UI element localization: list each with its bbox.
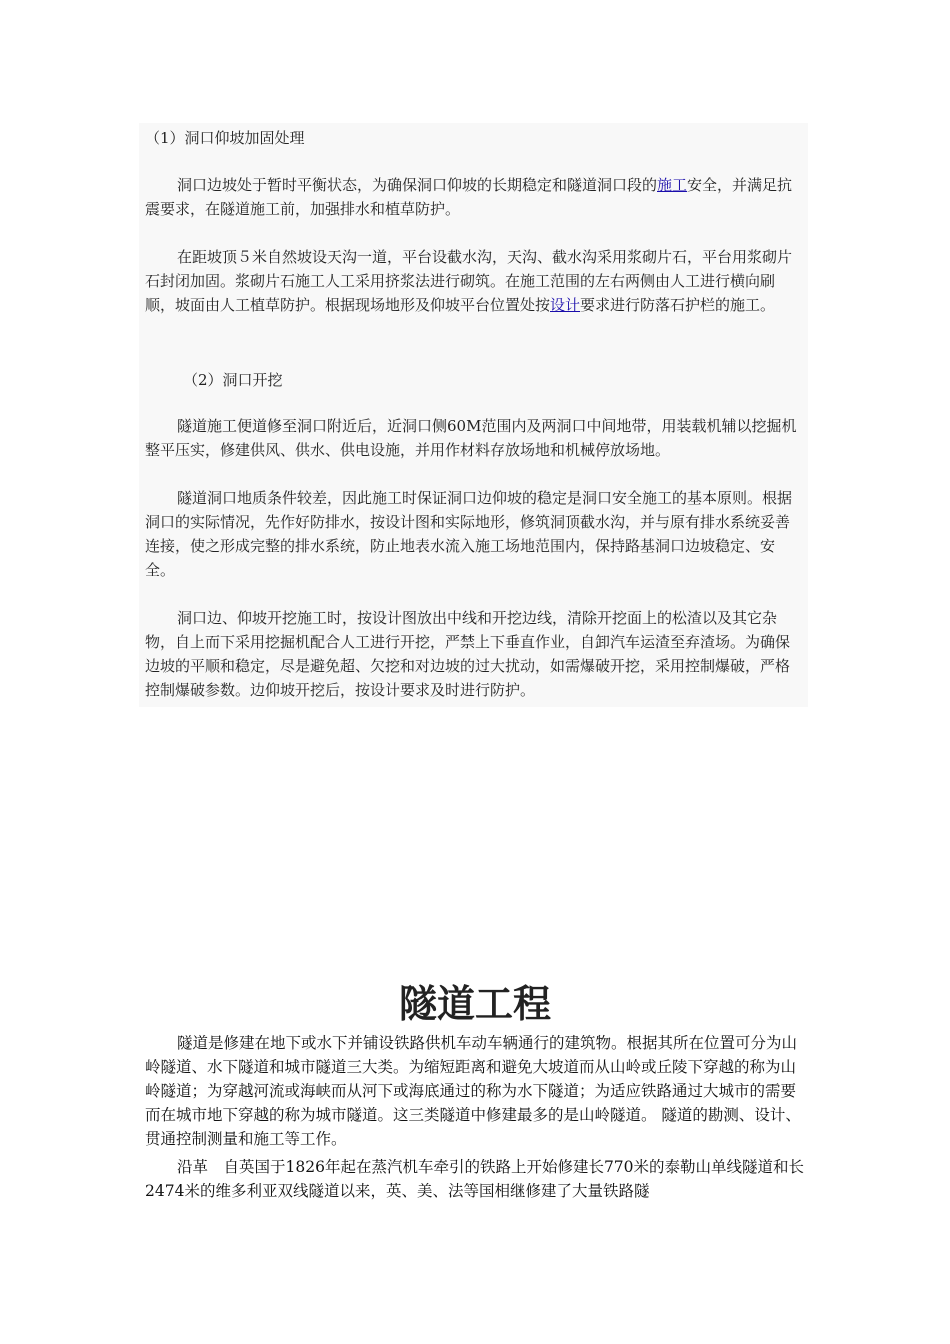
section2-heading: （2）洞口开挖 — [183, 371, 283, 389]
article-paragraph-1: 隧道是修建在地下或水下并铺设铁路供机车动车辆通行的建筑物。根据其所在位置可分为山岭隧道、水下隧道和城市隧道三大类。为缩短距离和避免大坡道而从山岭或丘陵下穿越的称为山岭隧道；为穿越河流或海峡而从河下或海底通过的称为水下隧道；为适应铁路通过大城市的需要而在城市地下穿越的称为城市隧道。这三类隧道中修建最多的是山岭隧道。 隧道的勘测、设计、贯通控制测量和施工等工作。 — [145, 1034, 801, 1148]
article-title: 隧道工程 — [398, 981, 551, 1026]
section2-paragraph-1: 隧道施工便道修至洞口附近后，近洞口侧60M范围内及两洞口中间地带，用装载机辅以挖掘机整平压实，修建供风、供水、供电设施，并用作材料存放场地和机械停放场地。 — [145, 417, 797, 459]
text-run: 洞口边坡处于暂时平衡状态，为确保洞口仰坡的长期稳定和隧道洞口段的 — [177, 176, 658, 194]
section2-paragraph-2: 隧道洞口地质条件较差，因此施工时保证洞口边仰坡的稳定是洞口安全施工的基本原则。根据洞口的实际情况，先作好防排水，按设计图和实际地形，修筑洞顶截水沟，并与原有排水系统妥善连接，使之形成完整的排水系统，防止地表水流入施工场地范围内，保持路基洞口边坡稳定、安全。 — [145, 489, 793, 579]
text-run: 安全，并满足抗震要求，在隧道施工前，加强排水和植草防护。 — [145, 176, 793, 218]
text-run: 在距坡顶５米自然坡设天沟一道，平台设截水沟，天沟、截水沟采用浆砌片石，平台用浆砌片石封闭加固。浆砌片石施工人工采用挤浆法进行砌筑。在施工范围的左右两侧由人工进行横向刷顺，坡面由人工植草防护。根据现场地形及仰坡平台位置处按 — [145, 248, 793, 314]
text-run: 要求进行防落石护栏的施工。 — [580, 296, 776, 314]
link-sheji[interactable]: 设计 — [550, 296, 581, 314]
section1-paragraph-2 — [145, 245, 801, 317]
section1-heading: （1）洞口仰坡加固处理 — [145, 129, 305, 147]
link-shigong[interactable]: 施工 — [657, 176, 688, 194]
article-paragraph-2: 沿革 自英国于1826年起在蒸汽机车牵引的铁路上开始修建长770米的泰勒山单线隧道和长 2474米的维多利亚双线隧道以来，英、美、法等国相继修建了大量铁路隧 — [145, 1158, 805, 1200]
section2-paragraph-3: 洞口边、仰坡开挖施工时，按设计图放出中线和开挖边线，清除开挖面上的松渣以及其它杂物，自上而下采用挖掘机配合人工进行开挖，严禁上下垂直作业，自卸汽车运渣至弃渣场。为确保边坡的平顺和稳定，尽是避免超、欠挖和对边坡的过大扰动，如需爆破开挖，采用控制爆破，严格控制爆破参数。边仰坡开挖后，按设计要求及时进行防护。 — [145, 609, 791, 699]
section1-paragraph-1 — [145, 173, 801, 221]
